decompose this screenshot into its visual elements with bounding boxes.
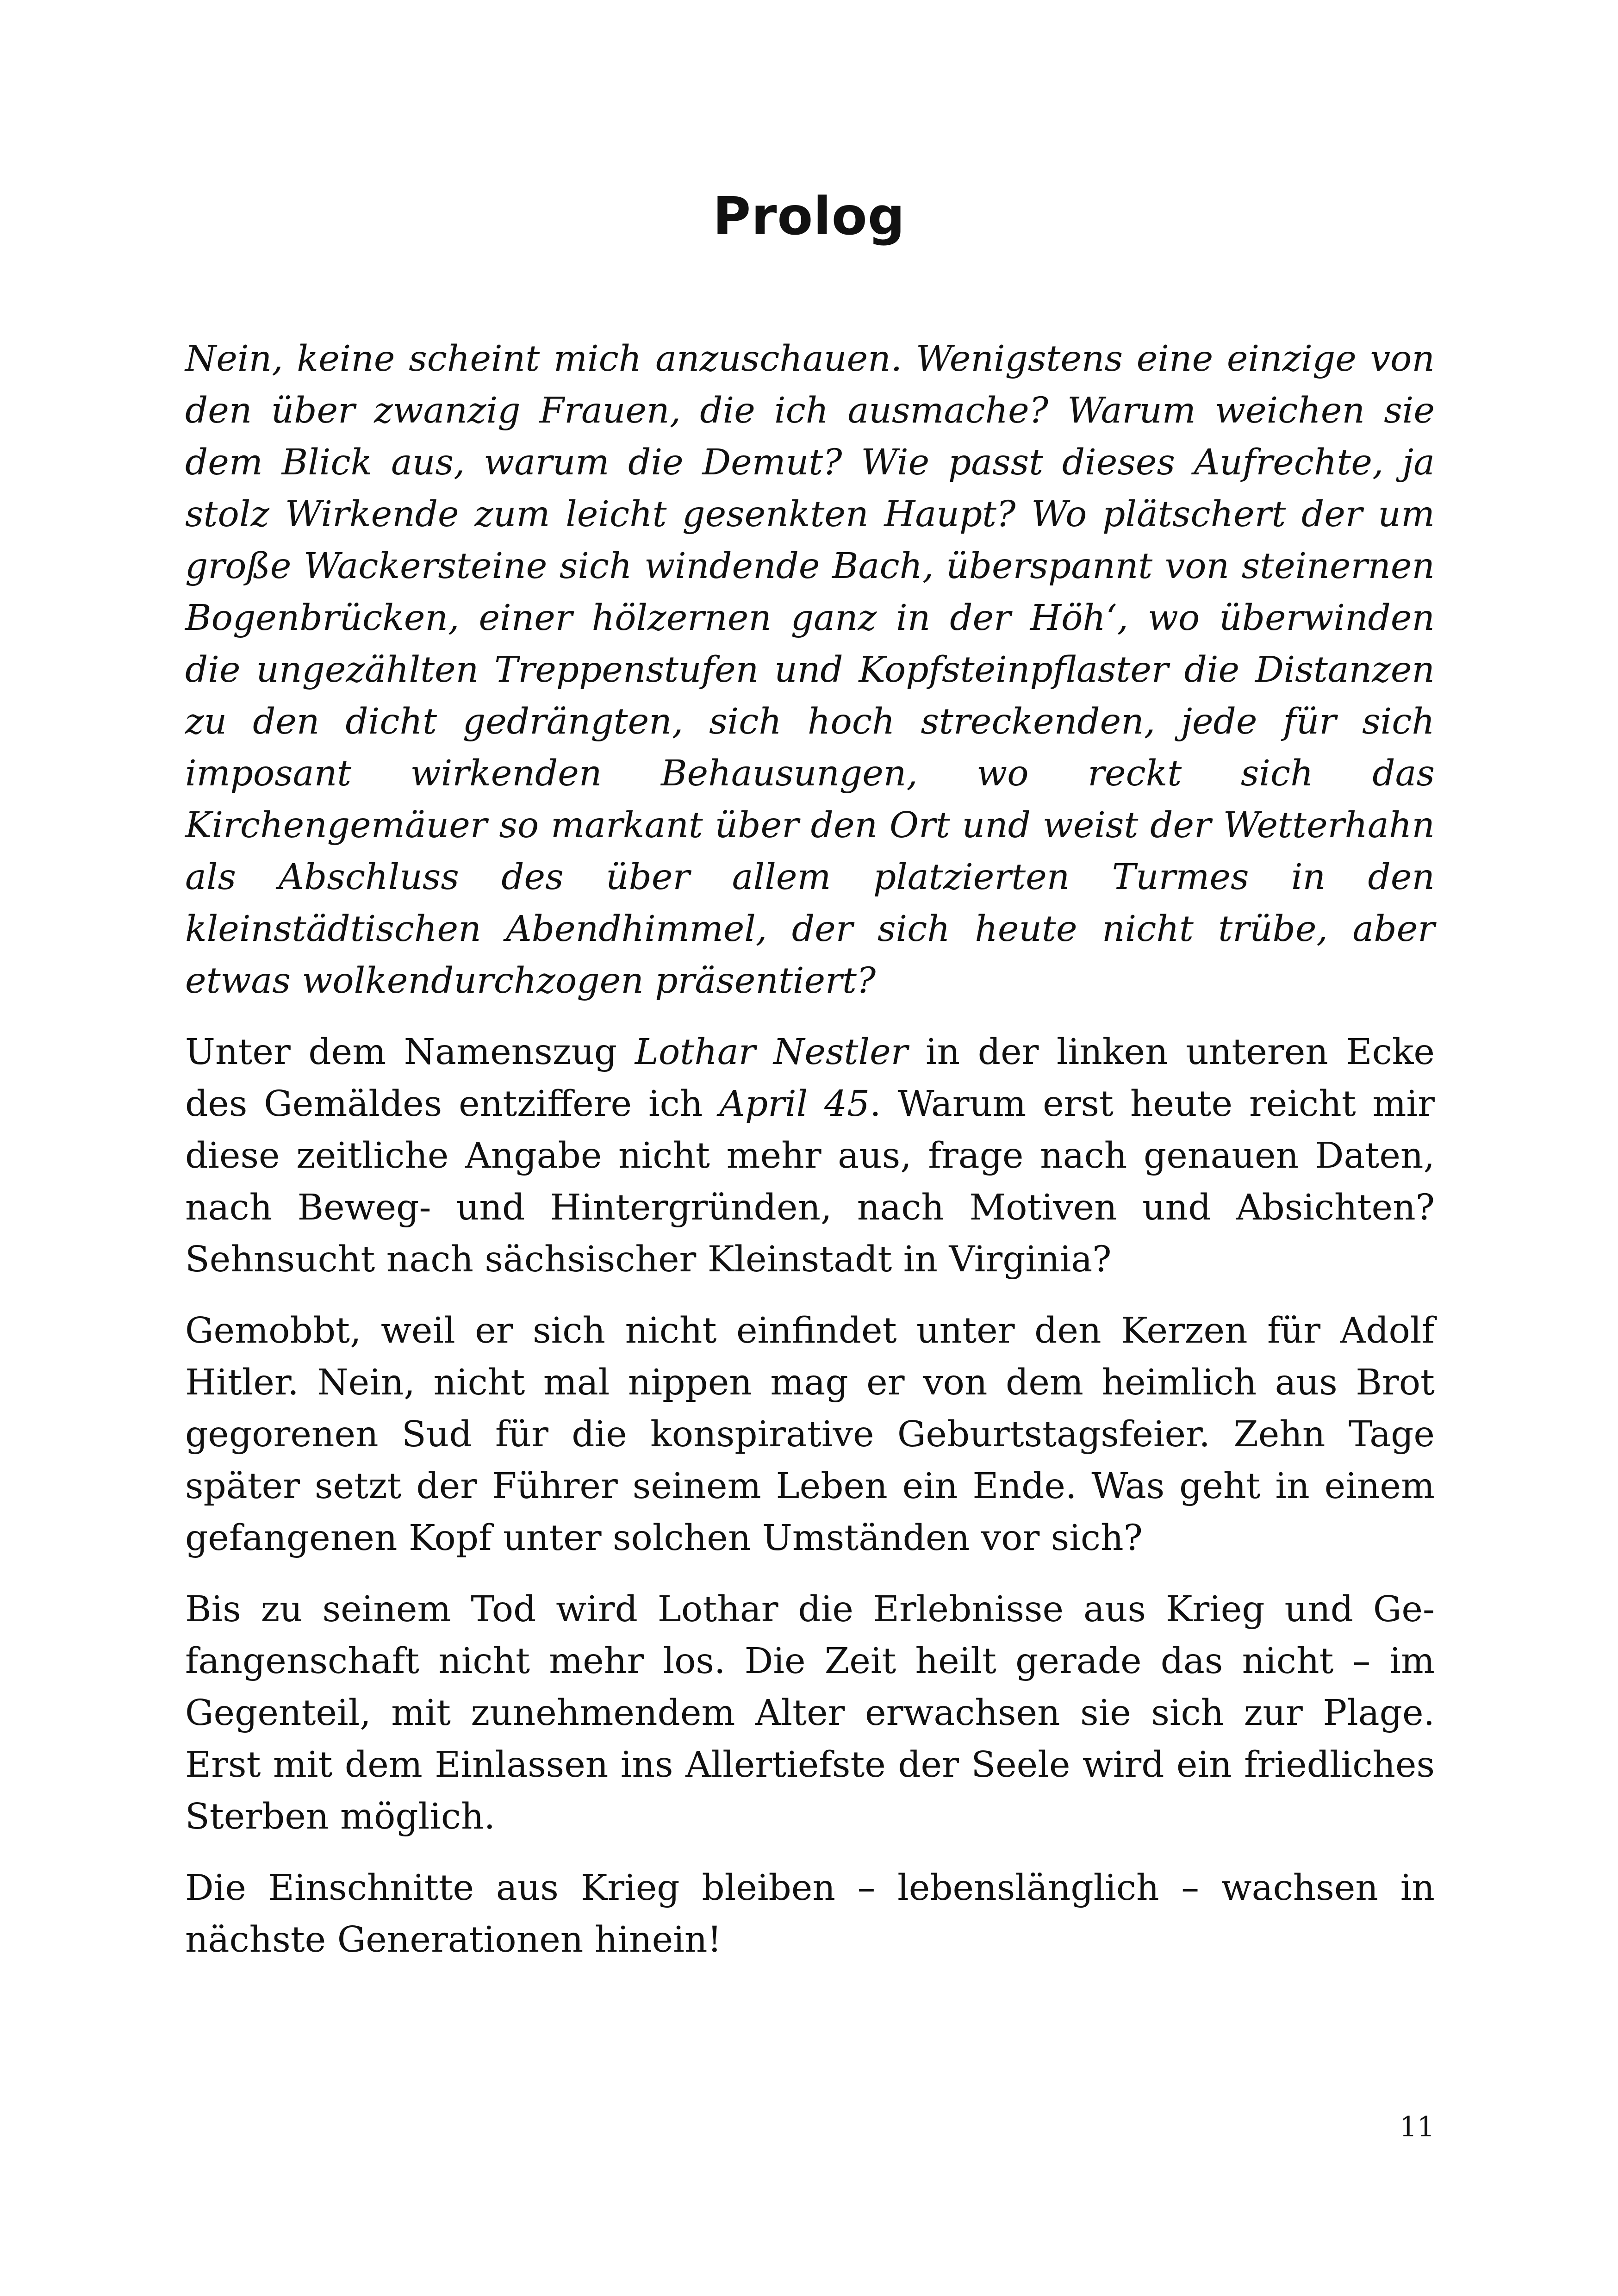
paragraph-2-text-a: Unter dem Namenszug xyxy=(185,1032,635,1073)
chapter-title: Prolog xyxy=(713,187,905,247)
painter-name: Lothar Nestler xyxy=(635,1032,908,1073)
paragraph-1: Nein, keine scheint mich anzuschauen. Wenigstens eine einzige von den über zwanzig Frauen, die ich ausmache? Warum weichen sie dem Blick aus, warum die Demut? Wie passt dieses Aufrechte, ja stolz Wirkende zum leicht gesenkten Haupt? Wo plätschert der um große Wackersteine sich windende Bach, überspannt von steinernen Bogenbrücken, einer hölzernen ganz in der Höh‘, wo überwinden die ungezählten Treppenstufen und Kopfsteinpflaster die Distanzen zu den dicht gedrängten, sich hoch streckenden, jede für sich imposant wirkenden Behausungen, wo reckt sich das Kirchengemäuer so markant über den Ort und weist der Wetterhahn als Abschluss des über allem platzierten Turmes in den kleinstädtischen Abendhimmel, der sich heute nicht trübe, aber etwas wolkendurchzogen präsentiert? xyxy=(185,338,1435,1002)
paragraph-2-text-b: in der linken unteren Ecke des Gemäldes entziffere ich xyxy=(185,1032,1435,1125)
page-number: 11 xyxy=(1399,2111,1435,2143)
painting-date: April 45 xyxy=(719,1083,870,1125)
paragraph-2 xyxy=(185,1027,1435,1286)
paragraph-4: Bis zu seinem Tod wird Lothar die Erlebnisse aus Krieg und Gefangenschaft nicht mehr los. Die Zeit heilt gerade das nicht – im Gegenteil, mit zunehmendem Alter erwachsen sie sich zur Plage. Erst mit dem Einlassen ins Allertiefste der Seele wird ein friedliches Sterben möglich. xyxy=(185,1589,1435,1837)
paragraph-5: Die Einschnitte aus Krieg bleiben – lebenslänglich – wachsen in nächste Generationen hinein! xyxy=(185,1867,1435,1960)
paragraph-2-text-c: . Warum erst heute reicht mir diese zeitliche Angabe nicht mehr aus, frage nach genauen Daten, nach Beweg- und Hintergründen, nach Motiven und Absichten? Sehnsucht nach sächsischer Kleinstadt in Virginia? xyxy=(185,1083,1435,1280)
paragraph-3: Gemobbt, weil er sich nicht einfindet unter den Kerzen für Adolf Hitler. Nein, nicht mal nippen mag er von dem heimlich aus Brot gegorenen Sud für die konspirative Geburtstagsfeier. Zehn Tage später setzt der Führer seinem Leben ein Ende. Was geht in einem gefangenen Kopf unter solchen Umständen vor sich? xyxy=(185,1310,1435,1559)
chapter-body xyxy=(185,333,1435,1966)
